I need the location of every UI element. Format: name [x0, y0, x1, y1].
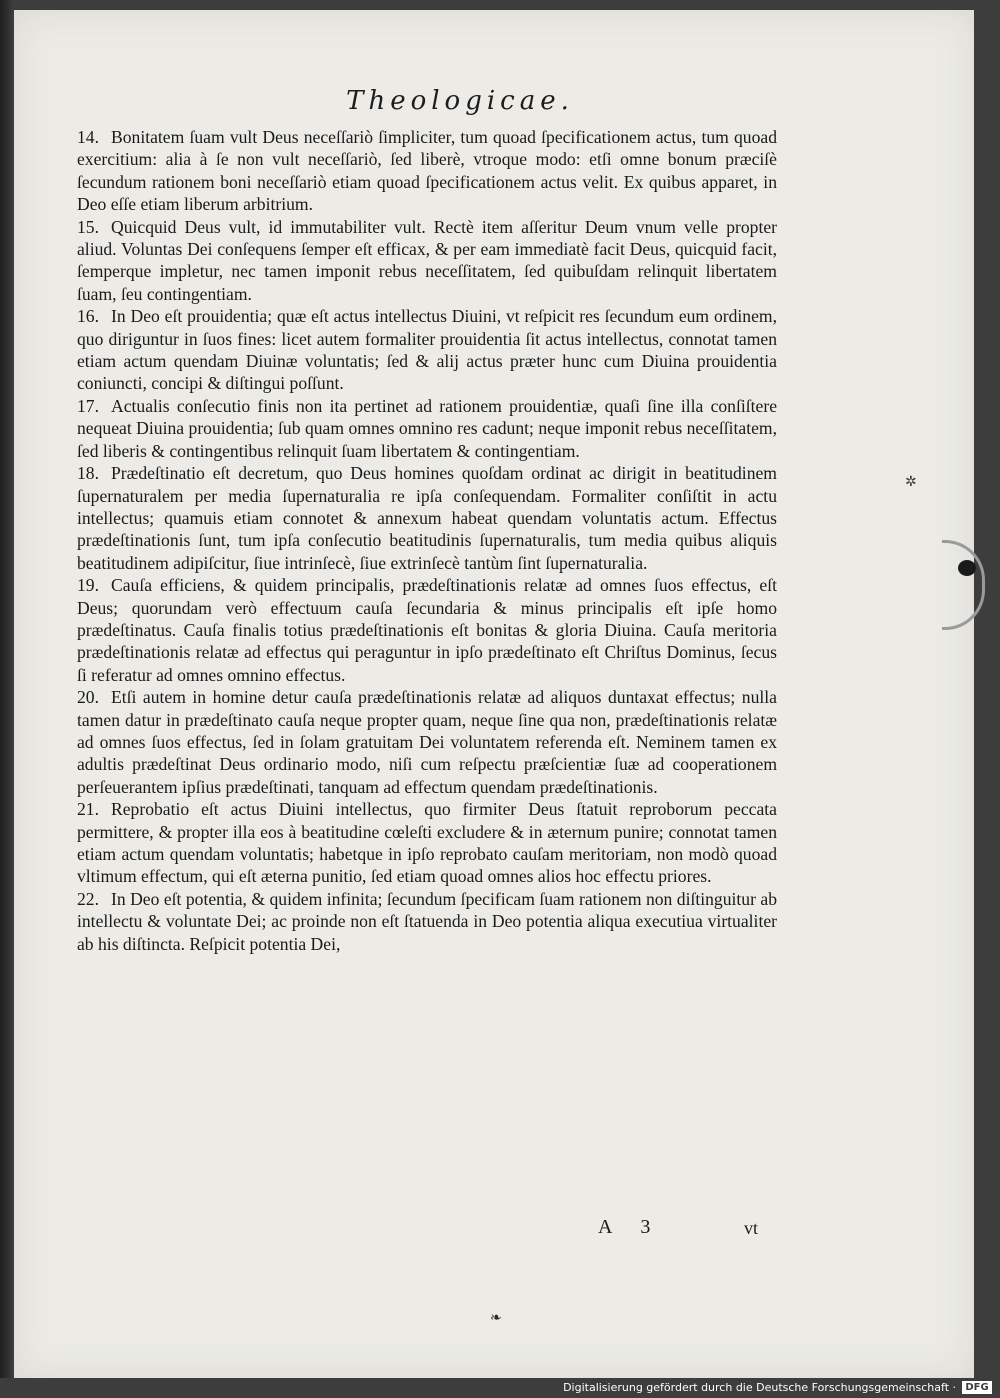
paragraph-15: [77, 216, 777, 306]
running-head: Theologicae.: [346, 86, 574, 116]
page-clip-icon: [942, 540, 985, 630]
paragraph-text: Actualis conſecutio finis non ita pertinet ad rationem prouidentiæ, quaſi ſine illa conſiſtere nequeat Diuina prouidentia; ſub quam omnes omnino res cadunt; neque imponit rebus neceſſitatem, ſed liberis & contingentibus relinquit ſuam libertatem & contingentiam.: [77, 395, 777, 461]
paragraph-number: 18.: [77, 463, 99, 484]
paragraph-18: [77, 462, 777, 574]
catchword: vt: [744, 1218, 759, 1238]
paragraph-number: 21.: [77, 799, 99, 820]
paragraph-number: 22.: [77, 888, 99, 909]
paragraph-text: In Deo eſt prouidentia; quæ eſt actus intellectus Diuini, vt reſpicit res ſecundum eum ordinem, quo diriguntur in ſuos fines: licet autem formaliter prouidentia ſit actus intellectus, connotat tamen etiam actum quendam Diuinæ voluntatis; ſed & alij actus præter hunc cum Diuina prouidentia coniuncti, concipi & diſtingui poſſunt.: [77, 306, 777, 394]
paragraph-19: [77, 574, 777, 686]
paragraph-number: 17.: [77, 395, 99, 416]
paragraph-text: Quicquid Deus vult, id immutabiliter vult. Rectè item aſſeritur Deum vnum velle propter aliud. Voluntas Dei conſequens ſemper eſt efficax, & per eam immediatè facit Deus, quicquid facit, ſemperque impletur, nec tamen imponit rebus neceſſitatem, ſed quibuſdam relinquit libertatem ſuam, ſeu contingentiam.: [77, 216, 777, 304]
paragraph-text: Etſi autem in homine detur cauſa prædeſtinationis relatæ ad aliquos duntaxat effectus; nulla tamen datur in prædeſtinato cauſa neque propter quam, neque ſine qua non, prædeſtinationis relatæ ad omnes ſuos effectus, ſed in ſolam gratuitam Dei voluntatem referenda eſt. Neminem tamen ex adultis prædeſtinat Deus ordinario modo, niſi cum reſpectu præſcientiæ ſuæ ad cooperationem perſeuerantem ipſius prædeſtinati, tanquam ad effectum quendam prædeſtinationis.: [77, 687, 777, 797]
paragraph-14: [77, 126, 777, 216]
paragraph-number: 16.: [77, 306, 99, 327]
paragraph-number: 15.: [77, 216, 99, 237]
dfg-logo-icon: DFG: [962, 1381, 992, 1394]
paragraph-text: Bonitatem ſuam vult Deus neceſſariò ſimpliciter, tum quoad ſpecificationem actus, tum quoad exercitium: alia à ſe non vult neceſſariò, ſed liberè, vtroque modo: etſi omne bonum præciſè ſecundum rationem boni neceſſariò etiam quoad ſpecificationem actus velit. Ex quibus apparet, in Deo eſſe etiam liberum arbitrium.: [77, 127, 777, 215]
paragraph-21: [77, 798, 777, 888]
body-text: [77, 126, 777, 955]
paragraph-22: [77, 888, 777, 955]
footer-credit: Digitalisierung gefördert durch die Deutsche Forschungsgemeinschaft ·: [563, 1381, 956, 1394]
paragraph-text: Reprobatio eſt actus Diuini intellectus, quo firmiter Deus ſtatuit reproborum peccata permittere, & propter illa eos à beatitudine cœleſti excludere & in æternum punire; connotat tamen etiam actum quendam voluntatis; habetque in ipſo reprobato cauſam meritoriam, non modò quoad vltimum effectum, qui eſt æterna punitio, ſed etiam quoad omnes alios hoc effectu priores.: [77, 799, 777, 887]
paragraph-16: [77, 305, 777, 395]
paragraph-text: Prædeſtinatio eſt decretum, quo Deus homines quoſdam ordinat ac dirigit in beatitudinem ſupernaturalem per media ſupernaturalia re ipſa conſequendam. Formaliter conſiſtit in actu intellectus; quamuis etiam connotet & annexum habeat quendam voluntatis actum. Effectus prædeſtinationis ſunt, tum ipſa conſecutio beatitudinis ſupernaturalis, tum media quibus aliquis beatitudinem adipiſcitur, ſiue intrinſecè, ſiue extrinſecè tantùm ſint ſupernaturalia.: [77, 463, 777, 573]
paragraph-number: 19.: [77, 575, 99, 596]
paragraph-17: [77, 395, 777, 462]
paragraph-number: 14.: [77, 127, 99, 147]
signature-mark: A 3: [598, 1216, 663, 1238]
paragraph-text: In Deo eſt potentia, & quidem infinita; ſecundum ſpecificam ſuam rationem non diſtinguitur ab intellectu & voluntate Dei; ac proinde non eſt ſtatuenda in Deo potentia aliqua executiua virtualiter ab his diſtincta. Reſpicit potentia Dei,: [77, 888, 777, 954]
ornament-icon: ❧: [490, 1310, 502, 1326]
paragraph-number: 20.: [77, 687, 99, 708]
ink-blot-icon: [958, 560, 976, 576]
ink-spot-icon: ✲: [905, 474, 917, 490]
scan-border: [0, 0, 12, 1398]
paragraph-20: [77, 686, 777, 798]
paragraph-text: Cauſa efficiens, & quidem principalis, prædeſtinationis relatæ ad omnes ſuos effectus, eſt Deus; quorundam verò effectuum cauſa ſecundaria & minus principalis eſt ipſe homo prædeſtinatus. Cauſa finalis totius prædeſtinationis eſt bonitas & gloria Diuina. Cauſa meritoria prædeſtinationis relatæ ad effectus qui peraguntur in ipſo prædeſtinato eſt Chriſtus Dominus, ſecus ſi referatur ad omnes omnino effectus.: [77, 575, 777, 685]
